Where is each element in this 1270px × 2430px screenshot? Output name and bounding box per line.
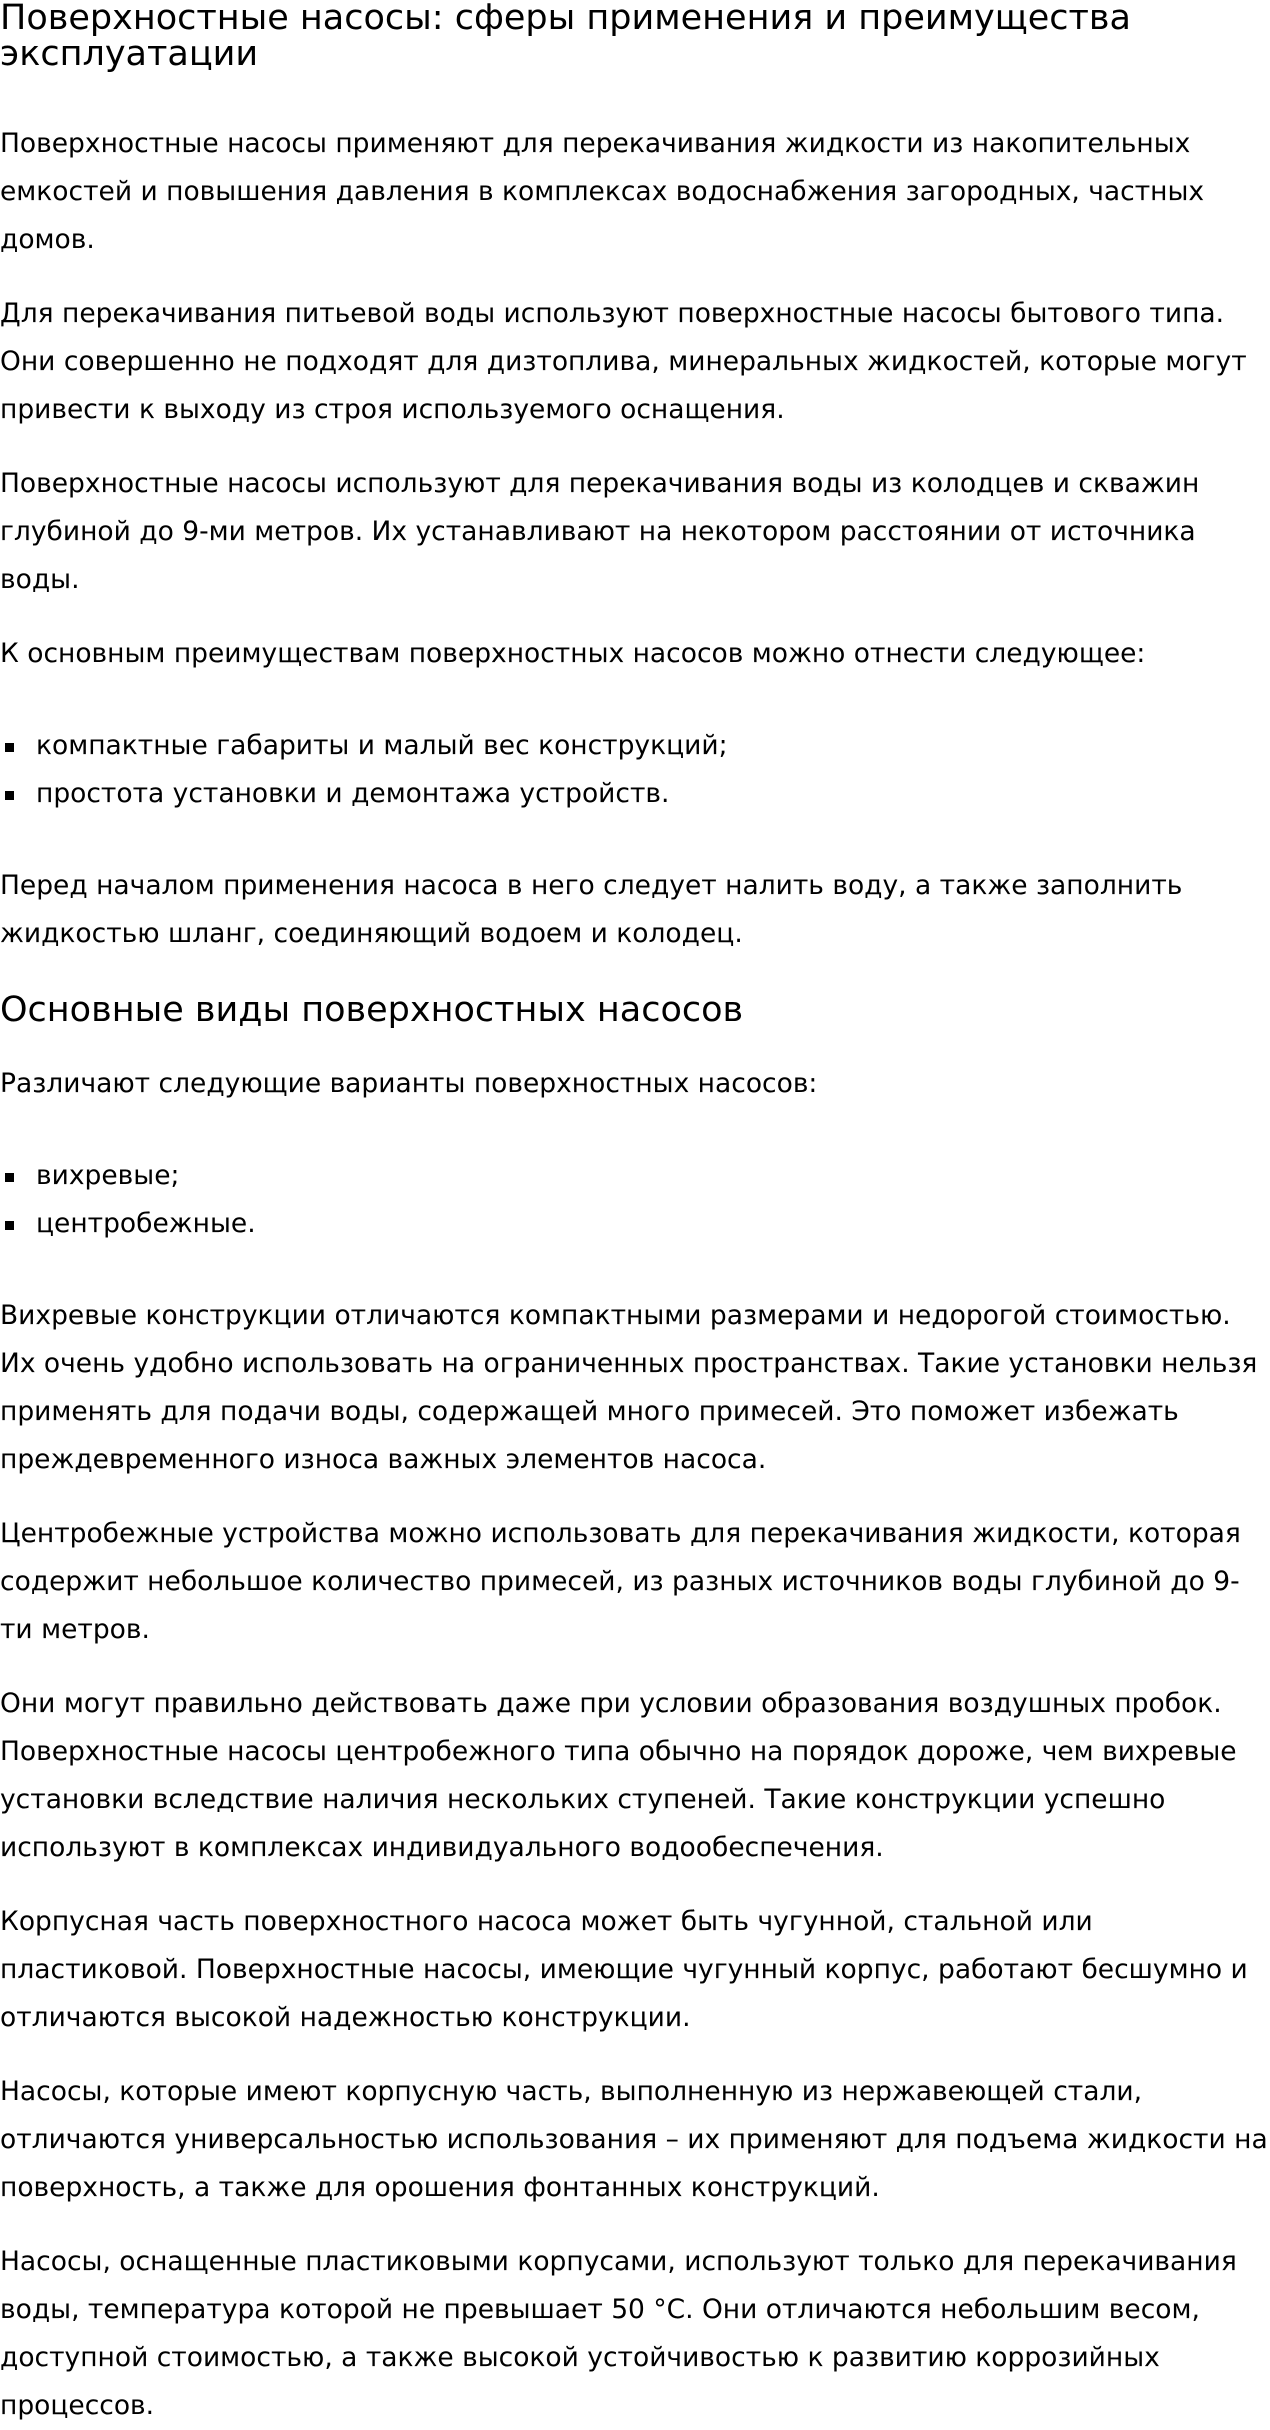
list-item	[0, 722, 1270, 770]
spacer	[0, 434, 1270, 460]
list-item	[0, 770, 1270, 818]
advantages-lead: К основным преимуществам поверхностных насосов можно отнести следующее:	[0, 638, 1146, 669]
section-heading: Основные виды поверхностных насосов	[0, 990, 744, 1030]
centrifugal-paragraph: Центробежные устройства можно использовать для перекачивания жидкости, которая содержит небольшое количество примесей, из разных источников воды глубиной до 9-ти метров.	[0, 1518, 1241, 1645]
spacer	[0, 264, 1270, 290]
spacer	[0, 2042, 1270, 2068]
list-item-text: простота установки и демонтажа устройств.	[36, 778, 670, 809]
spacer	[0, 1484, 1270, 1510]
intro-paragraph-2: Для перекачивания питьевой воды используют поверхностные насосы бытового типа. Они совершенно не подходят для дизтоплива, минеральных жидкостей, которые могут привести к выходу из строя используемого оснащения.	[0, 298, 1247, 425]
square-bullet-icon	[5, 791, 14, 800]
types-list	[0, 1152, 1270, 1248]
square-bullet-icon	[5, 1221, 14, 1230]
stainless-paragraph: Насосы, которые имеют корпусную часть, выполненную из нержавеющей стали, отличаются универсальностью использования – их применяют для подъема жидкости на поверхность, а также для орошения фонтанных конструкций.	[0, 2076, 1268, 2203]
spacer	[0, 1248, 1270, 1292]
housing-paragraph: Корпусная часть поверхностного насоса может быть чугунной, стальной или пластиковой. Поверхностные насосы, имеющие чугунный корпус, работают бесшумно и отличаются высокой надежностью конструкции.	[0, 1906, 1248, 2033]
spacer	[0, 1030, 1270, 1060]
types-lead: Различают следующие варианты поверхностных насосов:	[0, 1068, 818, 1099]
intro-paragraph-3: Поверхностные насосы используют для перекачивания воды из колодцев и скважин глубиной до 9-ми метров. Их устанавливают на некотором расстоянии от источника воды.	[0, 468, 1200, 595]
spacer	[0, 818, 1270, 862]
spacer	[0, 958, 1270, 990]
spacer	[0, 72, 1270, 120]
vortex-paragraph: Вихревые конструкции отличаются компактными размерами и недорогой стоимостью. Их очень удобно использовать на ограниченных пространствах. Такие установки нельзя применять для подачи воды, содержащей много примесей. Это поможет избежать преждевременного износа важных элементов насоса.	[0, 1300, 1258, 1475]
square-bullet-icon	[5, 743, 14, 752]
spacer	[0, 1108, 1270, 1152]
square-bullet-icon	[5, 1173, 14, 1182]
spacer	[0, 678, 1270, 722]
article-title: Поверхностные насосы: сферы применения и преимущества эксплуатации	[0, 0, 1131, 74]
plastic-paragraph: Насосы, оснащенные пластиковыми корпусами, используют только для перекачивания воды, температура которой не превышает 50 °С. Они отличаются небольшим весом, доступной стоимостью, а также высокой устойчивостью к развитию коррозийных процессов.	[0, 2246, 1237, 2421]
list-item-text: компактные габариты и малый вес конструкций;	[36, 730, 728, 761]
spacer	[0, 1654, 1270, 1680]
spacer	[0, 2212, 1270, 2238]
spacer	[0, 604, 1270, 630]
air-locks-paragraph: Они могут правильно действовать даже при условии образования воздушных пробок. Поверхностные насосы центробежного типа обычно на порядок дороже, чем вихревые установки вследствие наличия нескольких ступеней. Такие конструкции успешно используют в комплексах индивидуального водообеспечения.	[0, 1688, 1237, 1863]
advantages-list	[0, 722, 1270, 818]
list-item	[0, 1152, 1270, 1200]
after-advantages-paragraph: Перед началом применения насоса в него следует налить воду, а также заполнить жидкостью шланг, соединяющий водоем и колодец.	[0, 870, 1183, 949]
list-item-text: центробежные.	[36, 1208, 256, 1239]
spacer	[0, 1872, 1270, 1898]
list-item	[0, 1200, 1270, 1248]
list-item-text: вихревые;	[36, 1160, 180, 1191]
intro-paragraph-1: Поверхностные насосы применяют для перекачивания жидкости из накопительных емкостей и повышения давления в комплексах водоснабжения загородных, частных домов.	[0, 128, 1205, 255]
